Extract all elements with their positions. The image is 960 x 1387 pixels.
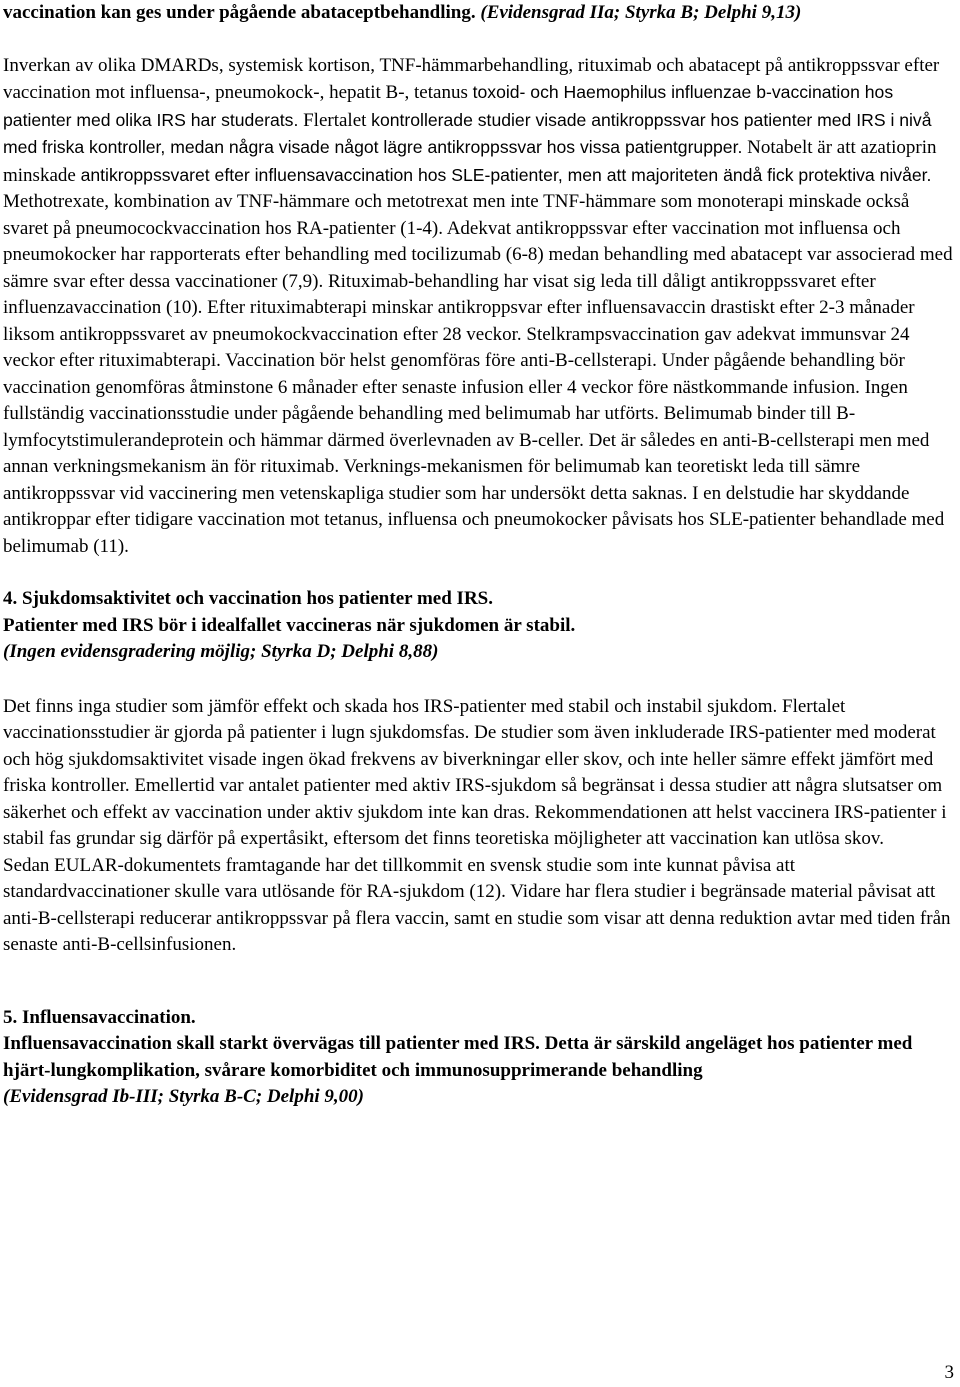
spacer [3, 560, 955, 586]
top-paragraph [3, 0, 955, 27]
dmard-paragraph [3, 53, 955, 561]
text-run: Inverkan av olika DMARDs, systemisk kortison, TNF-hämmarbehandling, rituximab och abatacept på antikroppssvar efter vaccination mot influensa-, pneumokock-, hepatit B-, tetanus [3, 54, 940, 103]
spacer [3, 27, 955, 53]
text-run: Notabelt är att azatioprin minskade [3, 137, 937, 186]
text-run: Flertalet [298, 109, 372, 131]
section-4-body-paragraph: Det finns inga studier som jämför effekt och skada hos IRS-patienter med stabil och instabil sjukdom. Flertalet vaccinationsstudier är gjorda på patienter i lugn sjukdomsfas. De studier som även inkluderade IRS-patienter med moderat och hög sjukdomsaktivitet visade ingen ökad frekvens av biverkningar eller skov, och inte heller sämre effekt jämfört med friska kontroller. Emellertid var antalet patienter med aktiv IRS-sjukdom så begränsat i dessa studier att några slutsatser om säkerhet och effekt av vaccination under aktiv sjukdom inte kan dras. Rekommendationen att helst vaccinera IRS-patienter i stabil fas grundar sig därför på expertåsikt, eftersom det finns teoretiska möjligheter att vaccination kan utlösa skov. [3, 695, 947, 849]
section-4-body-paragraph: Sedan EULAR-dokumentets framtagande har det tillkommit en svensk studie som inte kunnat påvisa att standardvaccinationer skulle vara utlösande för RA-sjukdom (12). Vidare har flera studier i begränsade material påvisat att anti-B-cellsterapi reducerar antikroppssvar på flera vaccin, samt en studie som visar att denna reduktion avtar med tiden från senaste anti-B-cellsinfusionen. [3, 854, 951, 955]
page-number: 3 [944, 1362, 954, 1383]
section-4-evidence-grade: (Ingen evidensgradering möjlig; Styrka D; Delphi 8,88) [3, 641, 439, 662]
text-run: antikroppssvaret efter influensavaccination hos SLE-patienter, men att majoriteten ändå fick protektiva nivåer. [80, 164, 932, 185]
spacer [3, 666, 955, 694]
text-run: Methotrexate, kombination av TNF-hämmare och metotrexat men inte TNF-hämmare som monoterapi minskade också svaret på pneumocockvaccination hos RA-patienter (1-4). Adekvat antikroppssvar efter vaccination mot influensa och pneumokocker har rapporterats efter behandling med tocilizumab (6-8) medan behandling med abatacept var associerad med sämre svar efter dessa vaccinationer (7,9). Rituximab-behandling har visat sig leda till dåligt antikroppssvaret efter influenzavaccination (10). Efter rituximabterapi minskar antikroppsvar efter influensavaccin drastiskt efter 2-3 månader liksom antikroppssvaret av pneumokockvaccination efter 28 veckor. Stelkrampsvaccination gav adekvat immunsvar 24 veckor efter rituximabterapi. Vaccination bör helst genomföras före anti-B-cellsterapi. Under pågående behandling bör vaccination genomföras åtminstone 6 månader efter senaste infusion eller 4 veckor före nästkommande infusion. Ingen fullständig vaccinationsstudie under pågående behandling med belimumab har utförts. Belimumab binder till B-lymfocytstimulerandeprotein och hämmar därmed överlevnaden av B-celler. Det är således en anti-B-cellsterapi men med annan verkningsmekanism än för rituximab. Verknings-mekanismen för belimumab kan teoretiskt leda till sämre antikroppssvar vid vaccinering men vetenskapliga studier som har undersökt detta saknas. I en delstudie har skyddande antikroppar efter tidigare vaccination mot tetanus, influensa och pneumokocker påvisats hos SLE-patienter behandlade med belimumab (11). [3, 191, 953, 557]
section-5-recommendation: Influensavaccination skall starkt övervägas till patienter med IRS. Detta är särskild angeläget hos patienter med hjärt-lungkomplikation, svårare komorbiditet och immunosupprimerande behandling [3, 1033, 913, 1081]
section-4-heading: 4. Sjukdomsaktivitet och vaccination hos patienter med IRS. [3, 588, 493, 609]
text-run: toxoid- och Haemophilus influenzae b-vaccination hos patienter med olika IRS har studerats. [3, 82, 894, 130]
spacer [3, 959, 955, 1005]
continued-recommendation: vaccination kan ges under pågående abataceptbehandling. [3, 2, 476, 23]
section-5-heading: 5. Influensavaccination. [3, 1006, 196, 1028]
section-5-evidence-grade: (Evidensgrad Ib-III; Styrka B-C; Delphi 9,00) [3, 1086, 365, 1107]
text-run: kontrollerade studier visade antikroppssvar hos patienter med IRS i nivå med friska kontroller, medan några visade något lägre antikroppssvar hos vissa patientgrupper. [3, 109, 932, 157]
section-4-recommendation: Patienter med IRS bör i idealfallet vaccineras när sjukdomen är stabil. [3, 614, 576, 636]
top-evidence-grade: (Evidensgrad IIa; Styrka B; Delphi 9,13) [480, 2, 802, 23]
document-page [3, 0, 955, 1111]
